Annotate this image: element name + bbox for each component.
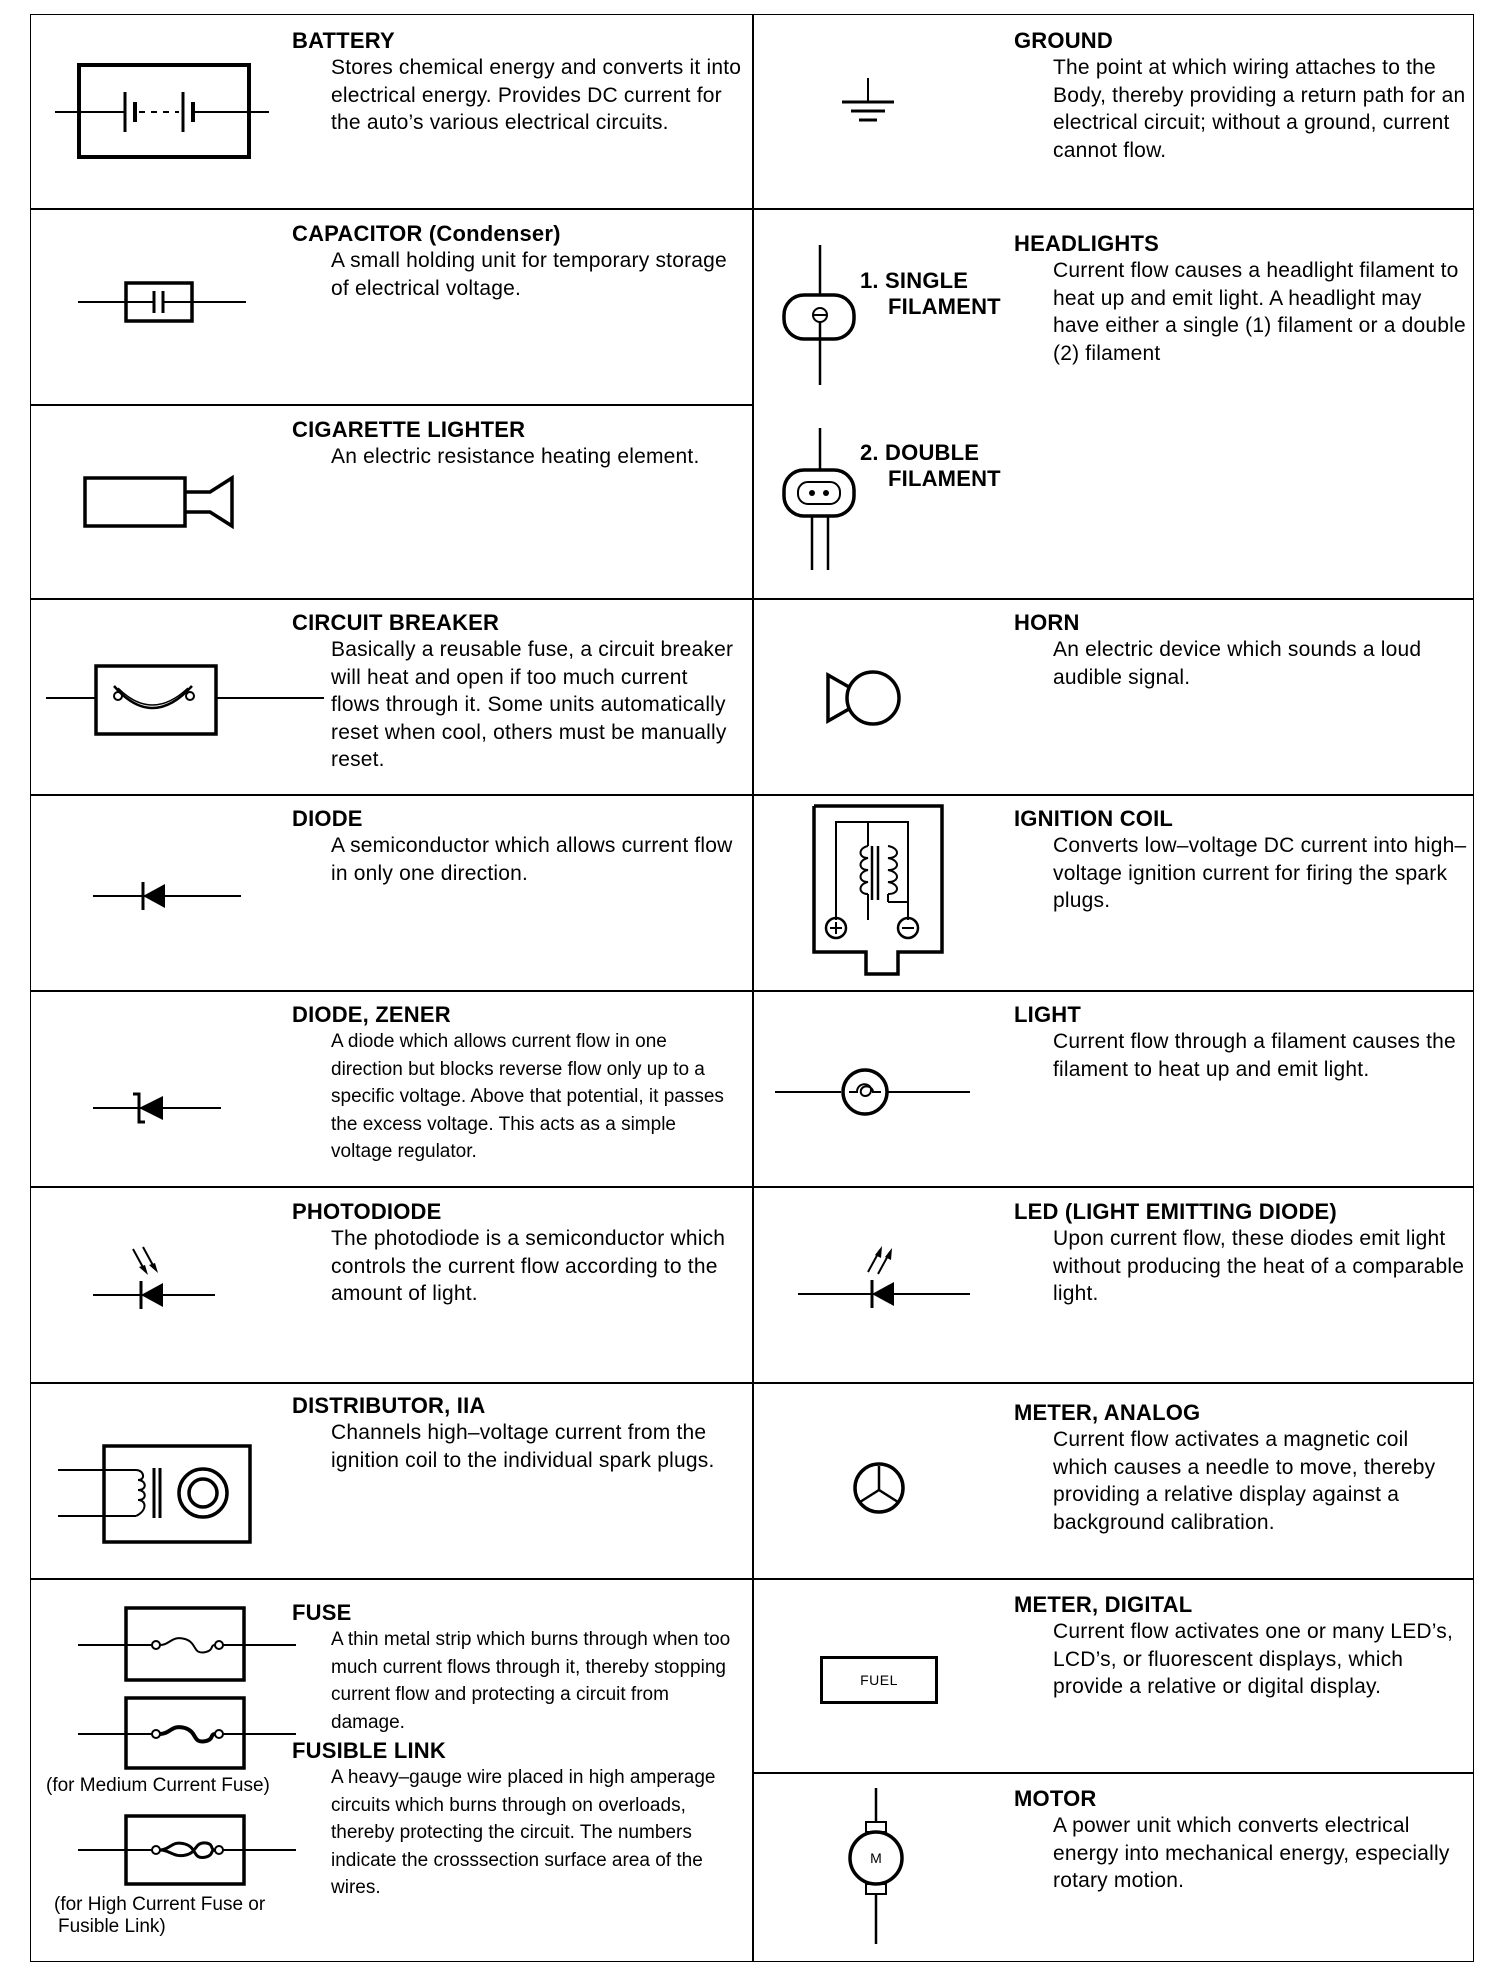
analog-meter-symbol: [851, 1460, 907, 1516]
cigarette-lighter-description: An electric resistance heating element.: [331, 445, 700, 468]
circuit-breaker-description: Basically a reusable fuse, a circuit breaker will heat and open if too much current flows through it. Some units automatically reset when cool, others must be manually reset.: [331, 638, 734, 771]
light-description: Current flow through a filament causes the filament to heat up and emit light.: [1053, 1030, 1456, 1081]
double-filament-headlight-symbol: [780, 428, 860, 573]
high-current-fuse-symbol: [78, 1812, 298, 1892]
digital-meter-display-text: FUEL: [860, 1672, 898, 1688]
row-divider: [30, 990, 1474, 992]
analog-meter-description: Current flow activates a magnetic coil which causes a needle to move, thereby providing a relative display against a background calibration.: [1053, 1428, 1436, 1534]
motor-symbol-label: M: [870, 1850, 882, 1866]
ignition-coil-description: Converts low–voltage DC current into high–voltage ignition current for firing the spark plugs.: [1053, 834, 1467, 912]
diode-description: A semiconductor which allows current flow in only one direction.: [331, 834, 733, 885]
battery-title: BATTERY: [292, 28, 395, 53]
row-divider: [30, 794, 1474, 796]
distributor-title: DISTRIBUTOR, IIA: [292, 1393, 486, 1418]
diode-title: DIODE: [292, 806, 363, 831]
horn-title: HORN: [1014, 610, 1080, 635]
ground-description: The point at which wiring attaches to the Body, thereby providing a return path for an electrical circuit; without a ground, current cannot flow.: [1053, 56, 1466, 162]
left-row-divider: [30, 208, 752, 210]
left-row-divider: [30, 598, 1474, 600]
led-symbol: [798, 1242, 973, 1317]
fusible-link-title: FUSIBLE LINK: [292, 1738, 446, 1763]
motor-description: A power unit which converts electrical energy into mechanical energy, especially rotary motion.: [1053, 1814, 1450, 1892]
photodiode-description: The photodiode is a semiconductor which controls the current flow according to the amount of light.: [331, 1227, 726, 1305]
motor-symbol: [846, 1788, 906, 1948]
left-row-divider: [30, 404, 752, 406]
single-filament-label-line2: FILAMENT: [888, 294, 1001, 319]
zener-diode-symbol: [93, 1088, 223, 1128]
capacitor-title: CAPACITOR (Condenser): [292, 221, 561, 246]
row-divider: [30, 1382, 1474, 1384]
fuse-symbol: [78, 1604, 298, 1686]
cigarette-lighter-title: CIGARETTE LIGHTER: [292, 417, 526, 442]
headlights-description: Current flow causes a headlight filament to heat up and emit light. A headlight may have either a single (1) filament or a double (2) filament: [1053, 259, 1466, 365]
motor-title: MOTOR: [1014, 1786, 1097, 1811]
capacitor-symbol: [78, 275, 248, 335]
single-filament-headlight-symbol: [780, 245, 860, 390]
column-divider: [752, 14, 754, 1962]
medium-current-fuse-symbol: [78, 1694, 298, 1774]
diode-symbol: [93, 878, 243, 918]
ground-title: GROUND: [1014, 28, 1113, 53]
capacitor-description: A small holding unit for temporary storage of electrical voltage.: [331, 249, 727, 300]
horn-description: An electric device which sounds a loud audible signal.: [1053, 638, 1422, 689]
double-filament-label-line2: FILAMENT: [888, 466, 1001, 491]
distributor-description: Channels high–voltage current from the ignition coil to the individual spark plugs.: [331, 1421, 715, 1472]
right-row-divider: [752, 208, 1474, 210]
zener-diode-title: DIODE, ZENER: [292, 1002, 451, 1027]
ignition-coil-title: IGNITION COIL: [1014, 806, 1174, 831]
circuit-breaker-symbol: [46, 660, 326, 740]
fusible-link-description: A heavy–gauge wire placed in high amperage circuits which burns through on overloads, thereby protecting the circuit. The numbers indicate the crosssection surface area of the wires.: [331, 1767, 716, 1898]
fuse-title: FUSE: [292, 1600, 352, 1625]
cigarette-lighter-symbol: [82, 470, 242, 540]
horn-symbol: [822, 665, 902, 735]
high-current-fuse-note-line1: (for High Current Fuse or: [54, 1894, 266, 1915]
digital-meter-display: [820, 1656, 938, 1704]
single-filament-label-line1: 1. SINGLE: [860, 268, 969, 293]
high-current-fuse-note-line2: Fusible Link): [58, 1916, 166, 1937]
ground-symbol: [840, 78, 896, 134]
photodiode-symbol: [93, 1245, 223, 1315]
analog-meter-title: METER, ANALOG: [1014, 1400, 1201, 1425]
zener-diode-description: A diode which allows current flow in one direction but blocks reverse flow only up to a specific voltage. Above that potential, it passes the excess voltage. This acts as a simple voltage regulator.: [331, 1031, 724, 1162]
digital-meter-title: METER, DIGITAL: [1014, 1592, 1193, 1617]
battery-symbol: [55, 60, 275, 170]
light-title: LIGHT: [1014, 1002, 1081, 1027]
ignition-coil-symbol: [810, 802, 950, 980]
medium-current-fuse-note: (for Medium Current Fuse): [46, 1775, 270, 1796]
light-symbol: [775, 1068, 975, 1118]
led-description: Upon current flow, these diodes emit light without producing the heat of a comparable light.: [1053, 1227, 1465, 1305]
right-row-divider: [752, 1772, 1474, 1774]
photodiode-title: PHOTODIODE: [292, 1199, 442, 1224]
circuit-breaker-title: CIRCUIT BREAKER: [292, 610, 500, 635]
headlights-title: HEADLIGHTS: [1014, 231, 1159, 256]
distributor-symbol: [58, 1440, 258, 1550]
row-divider: [30, 1186, 1474, 1188]
double-filament-label-line1: 2. DOUBLE: [860, 440, 980, 465]
digital-meter-description: Current flow activates one or many LED’s, LCD’s, or fluorescent displays, which provide a relative or digital display.: [1053, 1620, 1453, 1698]
fuse-description: A thin metal strip which burns through when too much current flows through it, thereby stopping current flow and protecting a circuit from damage.: [331, 1629, 731, 1733]
row-divider: [30, 1578, 1474, 1580]
led-title: LED (LIGHT EMITTING DIODE): [1014, 1199, 1337, 1224]
battery-description: Stores chemical energy and converts it into electrical energy. Provides DC current for the auto’s various electrical circuits.: [331, 56, 742, 134]
